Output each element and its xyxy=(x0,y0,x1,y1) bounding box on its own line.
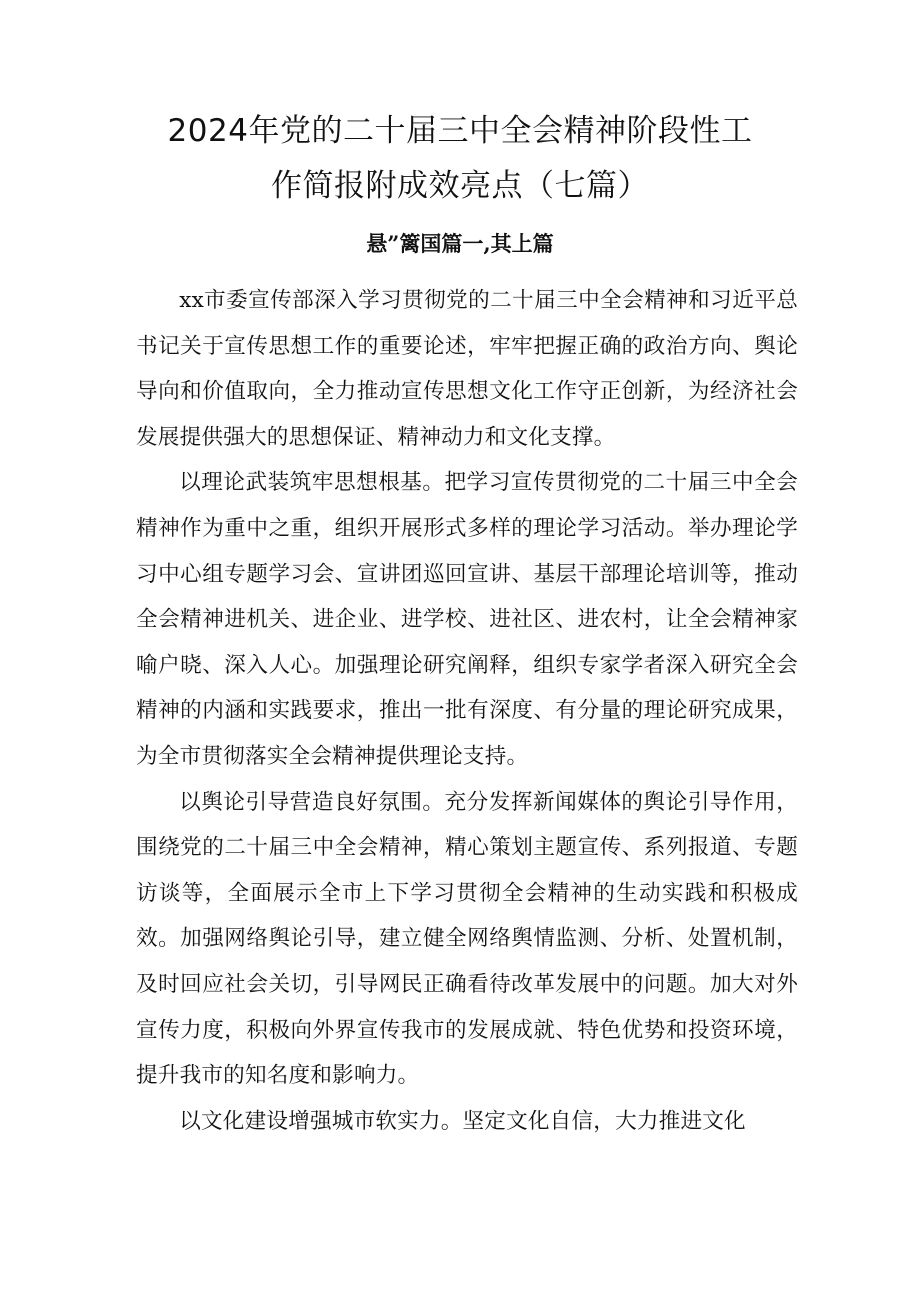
document-body xyxy=(136,278,798,1144)
paragraph-1: xx市委宣传部深入学习贯彻党的二十届三中全会精神和习近平总书记关于宣传思想工作的重要论述，牢牢把握正确的政治方向、舆论导向和价值取向，全力推动宣传思想文化工作守正创新，为经济社会发展提供强大的思想保证、精神动力和文化支撑。 xyxy=(136,288,798,450)
title-line-1: 2024年党的二十届三中全会精神阶段性工 xyxy=(167,113,753,149)
paragraph-2: 以理论武装筑牢思想根基。把学习宣传贯彻党的二十届三中全会精神作为重中之重，组织开展形式多样的理论学习活动。举办理论学习中心组专题学习会、宣讲团巡回宣讲、基层干部理论培训等，推动全会精神进机关、进企业、进学校、进社区、进农村，让全会精神家喻户晓、深入人心。加强理论研究阐释，组织专家学者深入研究全会精神的内涵和实践要求，推出一批有深度、有分量的理论研究成果，为全市贯彻落实全会精神提供理论支持。 xyxy=(136,470,798,769)
section-heading: 悬”篱国篇一,其上篇 xyxy=(366,231,554,256)
document-title xyxy=(130,104,790,214)
title-line-2: 作简报附成效亮点（七篇） xyxy=(271,168,649,204)
paragraph-4: 以文化建设增强城市软实力。坚定文化自信，大力推进文化 xyxy=(179,1108,746,1134)
paragraph-3: 以舆论引导营造良好氛围。充分发挥新闻媒体的舆论引导作用，围绕党的二十届三中全会精神，精心策划主题宣传、系列报道、专题访谈等，全面展示全市上下学习贯彻全会精神的生动实践和积极成效。加强网络舆论引导，建立健全网络舆情监测、分析、处置机制，及时回应社会关切，引导网民正确看待改革发展中的问题。加大对外宣传力度，积极向外界宣传我市的发展成就、特色优势和投资环境，提升我市的知名度和影响力。 xyxy=(136,789,798,1089)
